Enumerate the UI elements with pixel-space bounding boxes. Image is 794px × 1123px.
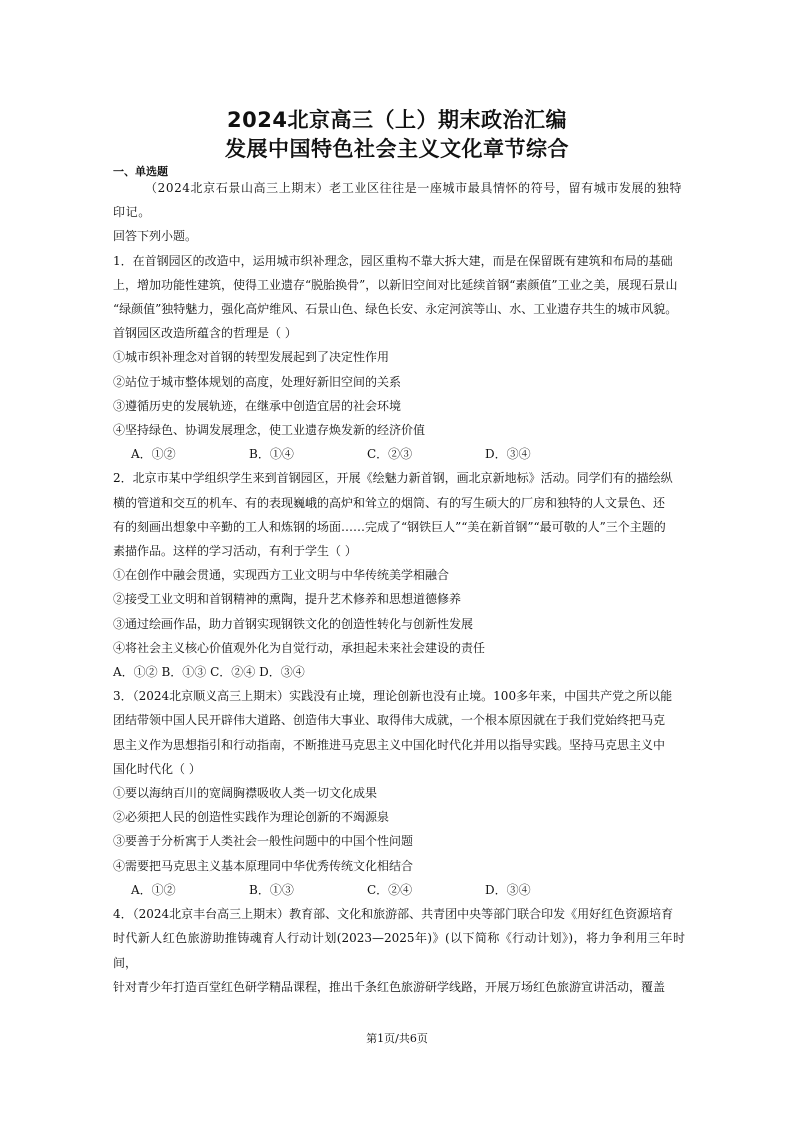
question-2-item: ④将社会主义核心价值观外化为自觉行动，承担起未来社会建设的责任 (113, 640, 486, 655)
page-number: 第1页/共6页 (366, 1032, 428, 1045)
question-1-item: ②站位于城市整体规划的高度，处理好新旧空间的关系 (113, 374, 402, 389)
intro-line: 回答下列小题。 (113, 229, 198, 244)
question-3-stem: 国化时代化（ ） (113, 761, 201, 776)
question-2-stem: 2．北京市某中学组织学生来到首钢园区，开展《绘魅力新首钢，画北京新地标》活动。同学们有的描绘纵 (113, 471, 673, 486)
question-3-item: ①要以海纳百川的宽阔胸襟吸收人类一切文化成果 (113, 786, 378, 801)
option-b: B．①③ (249, 882, 294, 897)
question-3-item: ④需要把马克思主义基本原理同中华优秀传统文化相结合 (113, 858, 414, 873)
intro-line: （2024北京石景山高三上期末）老工业区往往是一座城市最具情怀的符号，留有城市发展的独特印记。 (113, 181, 682, 220)
question-3-stem: 团结带领中国人民开辟伟大道路、创造伟大事业、取得伟大成就，一个根本原因就在于我们党始终把马克 (113, 713, 666, 728)
document-title: 2024北京高三（上）期末政治汇编 (227, 108, 567, 132)
question-1-item: ④坚持绿色、协调发展理念，使工业遗存焕发新的经济价值 (113, 423, 426, 438)
option-d: D．③④ (485, 447, 531, 462)
option-b: B．①④ (249, 447, 294, 462)
question-2-stem: 有的刻画出想象中辛勤的工人和炼钢的场面……完成了“钢铁巨人”“美在新首钢”“最可敬的人”三个主题的 (113, 519, 666, 534)
option-c: C．②③ (367, 447, 413, 462)
question-3-item: ③要善于分析寓于人类社会一般性问题中的中国个性问题 (113, 834, 414, 849)
question-3-item: ②必须把人民的创造性实践作为理论创新的不竭源泉 (113, 810, 390, 825)
question-1-options (113, 442, 685, 466)
question-3-stem: 3．（2024北京顺义高三上期末）实践没有止境，理论创新也没有止境。100多年来，中国共产党之所以能 (113, 689, 673, 704)
section-label: 一、单选题 (113, 165, 168, 178)
question-1-item: ①城市织补理念对首钢的转型发展起到了决定性作用 (113, 350, 390, 365)
option-d: D．③④ (485, 882, 531, 897)
question-2-stem: 素描作品。这样的学习活动，有利于学生（ ） (113, 544, 357, 559)
question-2-item: ③通过绘画作品，助力首钢实现钢铁文化的创造性转化与创新性发展 (113, 616, 474, 631)
document-body (113, 176, 685, 999)
question-1-item: ③遵循历史的发展轨迹，在继承中创造宜居的社会环境 (113, 398, 402, 413)
document-subtitle: 发展中国特色社会主义文化章节综合 (225, 137, 569, 161)
option-a: A．①② (131, 447, 176, 462)
question-3-options (113, 878, 685, 902)
question-1-stem: 首钢园区改造所蕴含的哲理是（ ） (113, 326, 297, 341)
question-4-stem: 4．（2024北京丰台高三上期末）教育部、文化和旅游部、共青团中央等部门联合印发《用好红色资源培育 (113, 907, 674, 922)
question-1-stem: “绿颜值”独特魅力，强化高炉维风、石景山色、绿色长安、永定河滨等山、水、工业遗存共生的城市风貌。 (113, 302, 678, 317)
question-2-item: ②接受工业文明和首钢精神的熏陶，提升艺术修养和思想道德修养 (113, 592, 462, 607)
question-3-stem: 思主义作为思想指引和行动指南，不断推进马克思主义中国化时代化并用以指导实践。坚持马克思主义中 (113, 737, 666, 752)
option-a: A．①② (131, 882, 176, 897)
option-c: C．②④ (367, 882, 413, 897)
question-2-item: ①在创作中融会贯通，实现西方工业文明与中华传统美学相融合 (113, 568, 450, 583)
question-4-stem: 针对青少年打造百堂红色研学精品课程，推出千条红色旅游研学线路，开展万场红色旅游宣讲活动，覆盖 (113, 979, 666, 994)
question-1-stem: 1．在首钢园区的改造中，运用城市织补理念，园区重构不靠大拆大建，而是在保留既有建筑和布局的基础 (113, 253, 673, 268)
question-1-stem: 上，增加功能性建筑，使得工业遗存“脱胎换骨”，以新旧空间对比延续首钢“素颜值”工业之美，展现石景山 (113, 277, 678, 292)
question-2-stem: 横的管道和交互的机车、有的表现巍峨的高炉和耸立的烟筒、有的写生硕大的厂房和独特的人文景色、还 (113, 495, 666, 510)
question-4-stem: 时代新人红色旅游助推铸魂育人行动计划(2023—2025年)》(以下简称《行动计划》)，将力争利用三年时间， (113, 931, 685, 970)
question-2-options: A．①② B．①③ C．②④ D．③④ (113, 665, 305, 680)
